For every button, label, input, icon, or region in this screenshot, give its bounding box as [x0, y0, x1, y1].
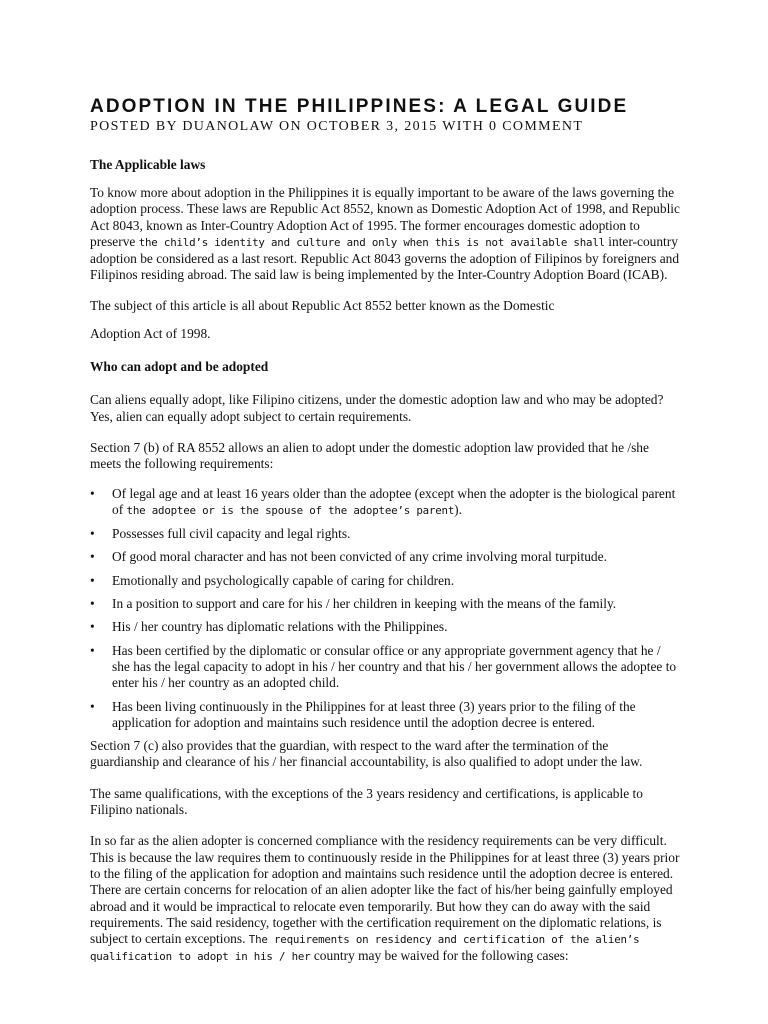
req5-text: In a position to support and care for his / her children in keeping with the means of the family.: [112, 596, 617, 612]
paragraph-residency-mono: The requirements on residency and certification of the alien’s qualification to adopt in his / her: [90, 933, 640, 964]
paragraph-section-7b: Section 7 (b) of RA 8552 allows an alien to adopt under the domestic adoption law provided that he /she meets the following requirements:: [90, 439, 649, 472]
bullet-icon: •: [90, 526, 95, 542]
bullet-icon: •: [90, 698, 95, 714]
paragraph-same-qualifications: The same qualifications, with the exceptions of the 3 years residency and certifications, is applicable to Filipino nationals.: [90, 785, 643, 818]
list-item: [90, 596, 680, 612]
req1-mono: the adoptee or is the spouse of the adoptee’s parent: [126, 503, 455, 517]
req4-text: Emotionally and psychologically capable of caring for children.: [112, 572, 455, 588]
req6-text: His / her country has diplomatic relations with the Philippines.: [112, 619, 448, 635]
bullet-icon: •: [90, 572, 95, 588]
paragraph-residency-part1: In so far as the alien adopter is concerned compliance with the residency requirements can be very difficult. This is because the law requires them to continuously reside in the Philippines for at least three (3) years prior to the filing of the application for adoption and maintains such residence until the adoption decree is entered. There are certain concerns for relocation of an alien adopter like the fact of his/her being gainfully employed abroad and it would be impractical to relocate even temporarily. But how they can do away with the said requirements. The said residency, together with the certification requirement on the diplomatic relations, is subject to certain exceptions.: [90, 833, 680, 947]
section-heading-applicable-laws: The Applicable laws: [90, 157, 206, 172]
req1-part1: Of legal age and at least 16 years older than the adoptee (except when the adopter is the biological parent of: [112, 485, 676, 517]
article-title: ADOPTION IN THE PHILIPPINES: A LEGAL GUIDE: [90, 96, 629, 117]
paragraph-section-7c: Section 7 (c) also provides that the guardian, with respect to the ward after the termination of the guardianship and clearance of his / her financial accountability, is also qualified to adopt under the law.: [90, 738, 643, 770]
req2-text: Possesses full civil capacity and legal rights.: [112, 526, 351, 542]
list-item: [90, 643, 680, 692]
bullet-icon: •: [90, 549, 95, 565]
list-item: [90, 699, 680, 732]
list-item: [90, 619, 680, 635]
req1-part2: ).: [454, 501, 462, 517]
paragraph-residency: [90, 833, 680, 965]
list-item: [90, 549, 680, 565]
paragraph-act-name: Adoption Act of 1998.: [90, 326, 211, 342]
req7-text: Has been certified by the diplomatic or consular office or any appropriate government agency that he / she has the legal capacity to adopt in his / her country and that his / her government allows the adoptee to enter his / her country as an adopted child.: [112, 642, 677, 691]
paragraph-laws-overview-part1: To know more about adoption in the Philippines it is equally important to be aware of the laws governing the adoption process. These laws are Republic Act 8552, known as Domestic Adoption Act of 1998, and Republic Act 8043, known as Inter-Country Adoption Act of 1995. The former encourages domestic adoption to preserve: [90, 185, 680, 249]
list-item: [90, 526, 680, 542]
article-byline: POSTED BY DUANOLAW ON OCTOBER 3, 2015 WITH 0 COMMENT: [90, 119, 584, 134]
req3-text: Of good moral character and has not been convicted of any crime involving moral turpitude.: [112, 549, 607, 565]
req8-text: Has been living continuously in the Philippines for at least three (3) years prior to the filing of the application for adoption and maintains such residence until the adoption decree is entered.: [112, 698, 636, 730]
list-item: [90, 573, 680, 589]
bullet-icon: •: [90, 642, 95, 658]
bullet-icon: •: [90, 596, 95, 612]
section-heading-who-can-adopt: Who can adopt and be adopted: [90, 359, 269, 375]
paragraph-laws-overview: [90, 185, 680, 284]
bullet-icon: •: [90, 485, 95, 501]
paragraph-aliens-question: Can aliens equally adopt, like Filipino citizens, under the domestic adoption law and who may be adopted? Yes, alien can equally adopt subject to certain requirements.: [90, 392, 664, 424]
paragraph-laws-overview-part2: inter-country adoption be considered as a last resort. Republic Act 8043 governs the adoption of Filipinos by foreigners and Filipinos residing abroad. The said law is being implemented by the Inter-Country Adoption Board (ICAB).: [90, 233, 680, 283]
requirements-list: [90, 486, 680, 732]
paragraph-residency-part2: country may be waived for the following cases:: [310, 948, 569, 964]
list-item: [90, 486, 680, 520]
paragraph-laws-overview-mono: the child’s identity and culture and only when this is not available shall: [138, 235, 605, 249]
bullet-icon: •: [90, 619, 95, 635]
paragraph-subject: The subject of this article is all about Republic Act 8552 better known as the Domestic: [90, 297, 555, 313]
